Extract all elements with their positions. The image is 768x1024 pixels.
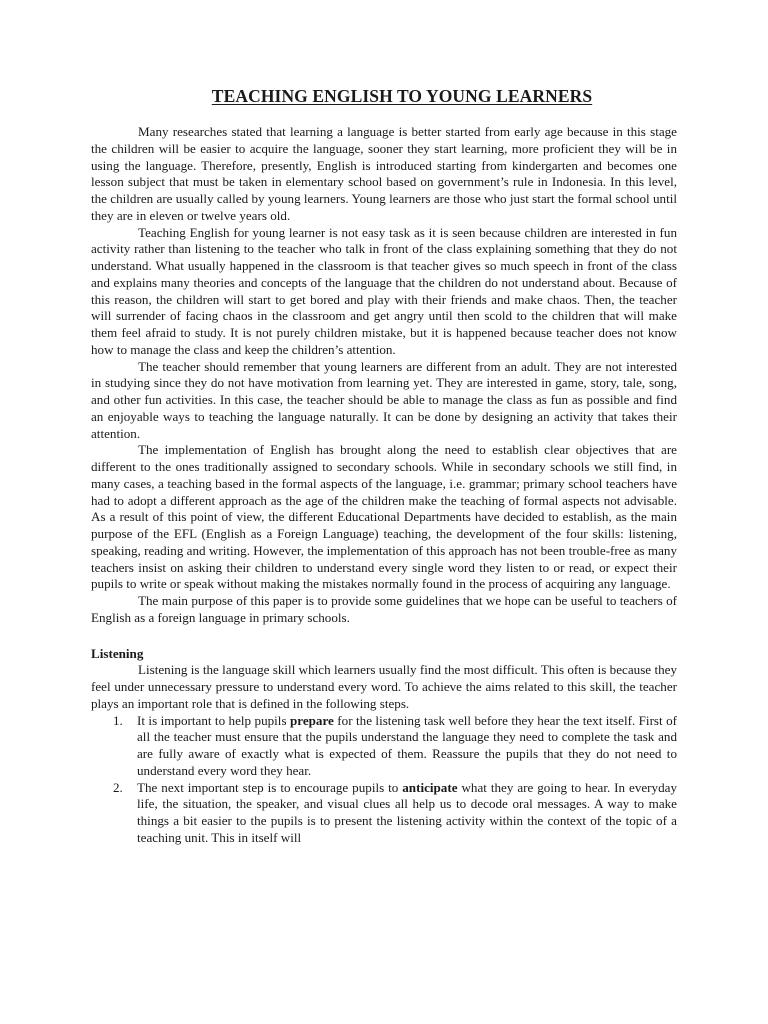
list-item-number: 1.: [113, 712, 123, 728]
list-item-keyword: prepare: [289, 712, 334, 728]
paragraph-purpose: The main purpose of this paper is to provide some guidelines that we hope can be useful to teachers of English as a foreign language in primary schools.: [91, 593, 677, 625]
paragraph-intro: Many researches stated that learning a language is better started from early age because in this stage the children will be easier to acquire the language, sooner they start learning, more proficient they will be in using the language. Therefore, presently, English is introduced starting from kindergarten and becomes one lesson subject that must be taken in elementary school based on government’s rule in Indonesia. In this level, the children are usually called by young learners. Young learners are those who just start the formal school until they are in eleven or twelve years old.: [91, 124, 677, 223]
paragraph-young-learners: The teacher should remember that young learners are different from an adult. They are not interested in studying since they do not have motivation from learning yet. They are interested in game, story, tale, song, and other fun activities. In this case, the teacher should be able to manage the class as fun as possible and find an enjoyable ways to teaching the language naturally. It can be done by designing an activity that takes their attention.: [91, 358, 677, 441]
list-item-text: It is important to help pupils: [137, 712, 290, 728]
list-item-text: The next important step is to encourage pupils to: [137, 779, 403, 795]
list-item-text: for the listening task well before they hear the text itself. First of all the teacher must ensure that the pupils understand the language they need to complete the task and are fully aware of exactly what is expected of them. Reassure the pupils that they do not need to understand every word they hear.: [137, 712, 677, 778]
document-title: TEACHING ENGLISH TO YOUNG LEARNERS: [211, 86, 593, 106]
paragraph-listening-intro: Listening is the language skill which learners usually find the most difficult. This often is because they feel under unnecessary pressure to understand every word. To achieve the aims related to this skill, the teacher plays an important role that is defined in the following steps.: [91, 662, 677, 711]
list-item-text: what they are going to hear. In everyday life, the situation, the speaker, and visual clues all help us to decode oral messages. A way to make things a bit easier to the pupils is to present the listening activity within the context of the topic of a teaching unit. This in itself will: [137, 779, 677, 845]
section-heading-listening: Listening: [91, 645, 144, 661]
list-item-number: 2.: [113, 779, 123, 795]
list-item: [91, 713, 677, 780]
listening-steps-list: [91, 713, 677, 847]
list-item: [91, 780, 677, 847]
paragraph-teaching-difficulty: Teaching English for young learner is not easy task as it is seen because children are interested in fun activity rather than listening to the teacher who talk in front of the class explaining something that they do not understand. What usually happened in the classroom is that teacher gives so much speech in front of the class and explains many theories and concepts of the language that the children do not understand about. Because of this reason, the children will start to get bored and play with their friends and make chaos. Then, the teacher will surrender of facing chaos in the classroom and get angry until then scold to the children that will make them feel afraid to study. It is not purely children mistake, but it is happened because teacher does not know how to manage the class and keep the children’s attention.: [91, 224, 677, 357]
list-item-keyword: anticipate: [402, 779, 458, 795]
paragraph-implementation: The implementation of English has brought along the need to establish clear objectives that are different to the ones traditionally assigned to secondary schools. While in secondary schools we still find, in many cases, a teaching based in the formal aspects of the language, i.e. grammar; primary school teachers have had to adopt a different approach as the age of the children make the teaching of formal aspects not advisable. As a result of this point of view, the different Educational Departments have decided to establish, as the main purpose of the EFL (English as a Foreign Language) teaching, the development of the four skills: listening, speaking, reading and writing. However, the implementation of this approach has not been trouble-free as many teachers insist on asking their children to understand every single word they listen to or read, or expect their pupils to write or speak without making the mistakes normally found in the process of acquiring any language.: [91, 442, 677, 592]
